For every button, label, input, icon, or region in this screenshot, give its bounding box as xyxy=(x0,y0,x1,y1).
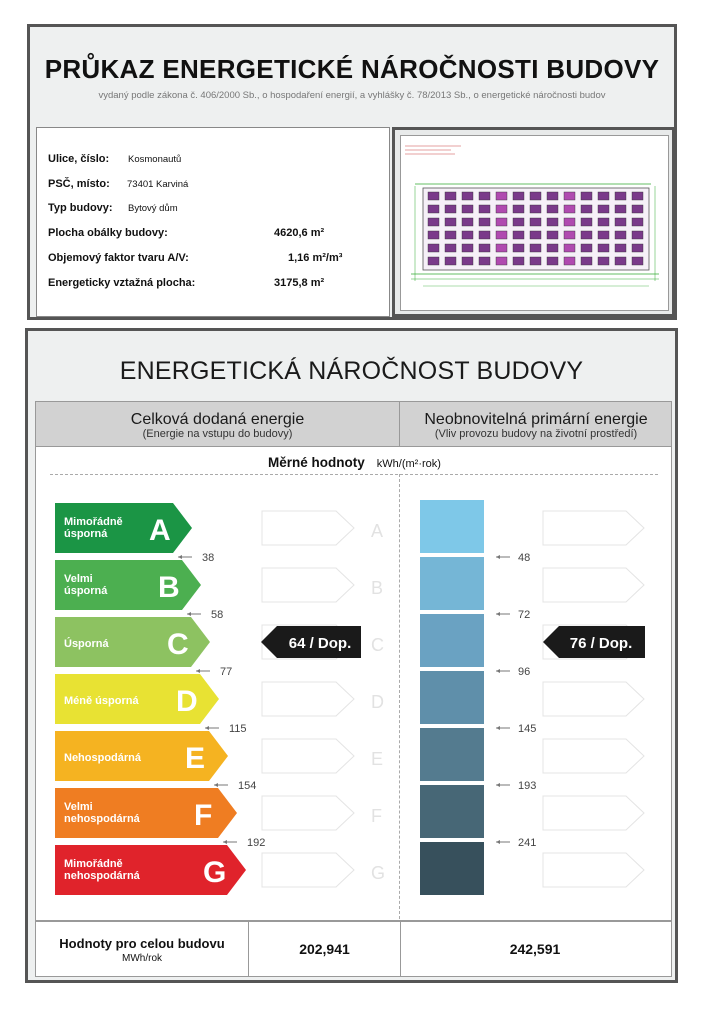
facade-window xyxy=(598,192,609,200)
faint-arrow-right-F xyxy=(543,796,644,830)
faint-arrow-left-B xyxy=(262,568,354,602)
facade-window xyxy=(496,231,507,239)
facade-window xyxy=(496,192,507,200)
area-label: Energeticky vztažná plocha: xyxy=(48,277,196,289)
energy-rating-panel xyxy=(25,328,678,983)
totals-label: Hodnoty pro celou budovu xyxy=(59,936,225,951)
total-primary-energy: 242,591 xyxy=(509,941,561,957)
totals-unit: MWh/rok xyxy=(122,953,162,964)
columns-header xyxy=(35,401,672,447)
facade-window xyxy=(513,257,524,265)
faint-letter-C: C xyxy=(371,635,384,655)
facade-window xyxy=(632,218,643,226)
faint-letter-B: B xyxy=(371,578,384,598)
area-row xyxy=(48,277,325,289)
primary-energy-bar-F xyxy=(420,785,484,838)
class-letter-B: B xyxy=(158,571,180,604)
envelope-value: 4620,6 m² xyxy=(274,227,325,239)
facade-window xyxy=(462,192,473,200)
facade-window xyxy=(564,192,575,200)
facade-window xyxy=(581,205,592,213)
right-threshold-value: 48 xyxy=(518,552,531,564)
street-label: Ulice, číslo: xyxy=(48,153,110,165)
class-label-D: Méně úsporná xyxy=(64,695,139,707)
left-threshold-value: 192 xyxy=(247,837,266,849)
certificate-title: PRŮKAZ ENERGETICKÉ NÁROČNOSTI BUDOVY xyxy=(44,54,660,84)
facade-window xyxy=(479,205,490,213)
psc-label: PSČ, místo: xyxy=(48,178,110,190)
facade-window xyxy=(428,218,439,226)
facade-window xyxy=(615,231,626,239)
left-threshold-arrowhead xyxy=(196,669,200,673)
class-letter-C: C xyxy=(167,628,189,661)
facade-window xyxy=(445,257,456,265)
shape-label: Objemový faktor tvaru A/V: xyxy=(48,252,189,264)
faint-arrow-right-E xyxy=(543,739,644,773)
facade-window xyxy=(547,218,558,226)
right-threshold-arrowhead xyxy=(496,612,500,616)
area-unit: m² xyxy=(310,277,325,289)
street-value: Kosmonautů xyxy=(128,154,182,165)
class-label-A: Mimořádně xyxy=(64,516,123,528)
energy-rating-title: ENERGETICKÁ NÁROČNOST BUDOVY xyxy=(119,357,584,385)
facade-window xyxy=(513,244,524,252)
primary-energy-bar-C xyxy=(420,614,484,667)
facade-window xyxy=(428,205,439,213)
facade-window xyxy=(632,231,643,239)
class-label2-G: nehospodárná xyxy=(64,870,140,882)
psc-value: 73401 Karviná xyxy=(127,179,189,190)
building-info-panel xyxy=(27,24,677,320)
facade-window xyxy=(581,244,592,252)
right-threshold-arrowhead xyxy=(496,555,500,559)
left-threshold-arrowhead xyxy=(205,726,209,730)
class-label-B: Velmi xyxy=(64,573,93,585)
facade-window xyxy=(428,257,439,265)
right-threshold-arrowhead xyxy=(496,840,500,844)
facade-window xyxy=(530,192,541,200)
facade-window xyxy=(428,244,439,252)
class-letter-E: E xyxy=(185,742,206,775)
facade-window xyxy=(462,205,473,213)
shape-unit: m²/m³ xyxy=(312,252,343,264)
facade-window xyxy=(581,257,592,265)
facade-window xyxy=(598,231,609,239)
facade-window xyxy=(615,257,626,265)
facade-window xyxy=(462,231,473,239)
class-letter-G: G xyxy=(203,856,227,889)
facade-window xyxy=(530,218,541,226)
facade-window xyxy=(598,244,609,252)
facade-window xyxy=(632,257,643,265)
facade-window xyxy=(547,231,558,239)
facade-window xyxy=(581,218,592,226)
right-threshold-value: 193 xyxy=(518,780,537,792)
facade-window xyxy=(479,218,490,226)
delivered-energy-title: Celková dodaná energie xyxy=(130,411,305,428)
facade-window xyxy=(513,218,524,226)
facade-window xyxy=(428,231,439,239)
facade-window xyxy=(615,244,626,252)
area-value: 3175,8 m² xyxy=(274,277,325,289)
building-info-box xyxy=(36,127,390,317)
faint-letter-G: G xyxy=(371,863,386,883)
facade-window xyxy=(513,205,524,213)
facade-window xyxy=(632,244,643,252)
faint-arrow-left-A xyxy=(262,511,354,545)
left-threshold-value: 154 xyxy=(238,780,257,792)
shape-value: 1,16 m²/m³ xyxy=(288,252,343,264)
right-threshold-value: 241 xyxy=(518,837,537,849)
facade-window xyxy=(547,205,558,213)
facade-window xyxy=(530,205,541,213)
specific-values-unit: kWh/(m²·rok) xyxy=(376,458,441,470)
facade-window xyxy=(547,257,558,265)
facade-window xyxy=(615,205,626,213)
left-threshold-value: 58 xyxy=(211,609,224,621)
facade-window xyxy=(564,244,575,252)
facade-window xyxy=(564,231,575,239)
left-threshold-value: 38 xyxy=(202,552,215,564)
facade-window xyxy=(479,257,490,265)
primary-energy-bar-B xyxy=(420,557,484,610)
type-label: Typ budovy: xyxy=(48,202,113,214)
primary-energy-bar-A xyxy=(420,500,484,553)
primary-energy-result-label: 76 / Dop. xyxy=(569,635,633,652)
facade-window xyxy=(496,218,507,226)
class-letter-A: A xyxy=(149,514,171,547)
faint-letter-F: F xyxy=(371,806,382,826)
faint-arrow-right-G xyxy=(543,853,644,887)
primary-energy-bar-G xyxy=(420,842,484,895)
faint-letter-D: D xyxy=(371,692,384,712)
class-label-E: Nehospodárná xyxy=(64,752,142,764)
primary-energy-bar-D xyxy=(420,671,484,724)
faint-letter-A: A xyxy=(371,521,384,541)
delivered-energy-subtitle: (Energie na vstupu do budovy) xyxy=(142,428,293,440)
facade-window xyxy=(547,192,558,200)
facade-window xyxy=(496,244,507,252)
facade-window xyxy=(564,218,575,226)
type-row xyxy=(48,202,178,214)
facade-window xyxy=(496,257,507,265)
facade-window xyxy=(581,231,592,239)
facade-window xyxy=(462,244,473,252)
class-label2-F: nehospodárná xyxy=(64,813,140,825)
delivered-energy-result-label: 64 / Dop. xyxy=(288,635,352,652)
envelope-label: Plocha obálky budovy: xyxy=(48,227,168,239)
facade-window xyxy=(598,257,609,265)
faint-arrow-left-D xyxy=(262,682,354,716)
facade-window xyxy=(632,192,643,200)
facade-window xyxy=(547,244,558,252)
facade-window xyxy=(615,218,626,226)
faint-arrow-left-G xyxy=(262,853,354,887)
facade-window xyxy=(496,205,507,213)
faint-arrow-left-F xyxy=(262,796,354,830)
left-threshold-arrowhead xyxy=(187,612,191,616)
left-threshold-arrowhead xyxy=(214,783,218,787)
facade-window xyxy=(581,192,592,200)
faint-arrow-right-B xyxy=(543,568,644,602)
facade-window xyxy=(598,205,609,213)
class-label2-A: úsporná xyxy=(64,528,108,540)
facade-window xyxy=(530,231,541,239)
class-label2-B: úsporná xyxy=(64,585,108,597)
envelope-unit: m² xyxy=(310,227,325,239)
facade-window xyxy=(530,257,541,265)
primary-energy-title: Neobnovitelná primární energie xyxy=(424,411,648,428)
certificate-subtitle: vydaný podle zákona č. 406/2000 Sb., o hospodaření energií, a vyhlášky č. 78/2013 Sb., o energetické náročnosti budov xyxy=(98,90,606,101)
faint-arrow-left-E xyxy=(262,739,354,773)
right-threshold-arrowhead xyxy=(496,669,500,673)
building-elevation-drawing xyxy=(400,135,669,311)
type-value: Bytový dům xyxy=(128,203,178,214)
building-drawing-frame xyxy=(392,127,675,317)
facade-window xyxy=(513,192,524,200)
facade-window xyxy=(598,218,609,226)
facade-window xyxy=(615,192,626,200)
class-label-G: Mimořádně xyxy=(64,858,123,870)
shape-row xyxy=(48,252,343,264)
right-threshold-arrowhead xyxy=(496,783,500,787)
facade-window xyxy=(445,218,456,226)
class-letter-D: D xyxy=(176,685,198,718)
facade-window xyxy=(445,192,456,200)
specific-values-label: Měrné hodnoty xyxy=(268,455,365,470)
right-threshold-value: 72 xyxy=(518,609,531,621)
facade-window xyxy=(564,205,575,213)
primary-energy-subtitle: (Vliv provozu budovy na životní prostředí) xyxy=(434,428,638,440)
facade-window xyxy=(479,192,490,200)
class-label-F: Velmi xyxy=(64,801,93,813)
total-delivered-energy: 202,941 xyxy=(248,922,401,976)
facade-window xyxy=(632,205,643,213)
class-label-C: Úsporná xyxy=(64,638,109,650)
faint-letter-E: E xyxy=(371,749,384,769)
building-facade-illustration xyxy=(401,136,668,310)
left-threshold-value: 77 xyxy=(220,666,233,678)
left-threshold-arrowhead xyxy=(223,840,227,844)
facade-window xyxy=(530,244,541,252)
left-threshold-value: 115 xyxy=(229,723,247,735)
facade-window xyxy=(462,218,473,226)
street-row xyxy=(48,153,182,165)
faint-arrow-right-D xyxy=(543,682,644,716)
left-threshold-arrowhead xyxy=(178,555,182,559)
totals-row xyxy=(35,921,672,977)
right-threshold-arrowhead xyxy=(496,726,500,730)
facade-window xyxy=(479,244,490,252)
envelope-row xyxy=(48,227,325,239)
rating-chart-area xyxy=(35,447,672,921)
facade-window xyxy=(513,231,524,239)
energy-class-chart xyxy=(36,447,671,919)
facade-window xyxy=(445,205,456,213)
psc-row xyxy=(48,178,189,190)
class-letter-F: F xyxy=(194,799,213,832)
facade-window xyxy=(479,231,490,239)
facade-window xyxy=(428,192,439,200)
faint-arrow-right-A xyxy=(543,511,644,545)
primary-energy-bar-E xyxy=(420,728,484,781)
facade-window xyxy=(445,231,456,239)
facade-window xyxy=(462,257,473,265)
right-threshold-value: 96 xyxy=(518,666,531,678)
facade-window xyxy=(445,244,456,252)
right-threshold-value: 145 xyxy=(518,723,537,735)
facade-window xyxy=(564,257,575,265)
